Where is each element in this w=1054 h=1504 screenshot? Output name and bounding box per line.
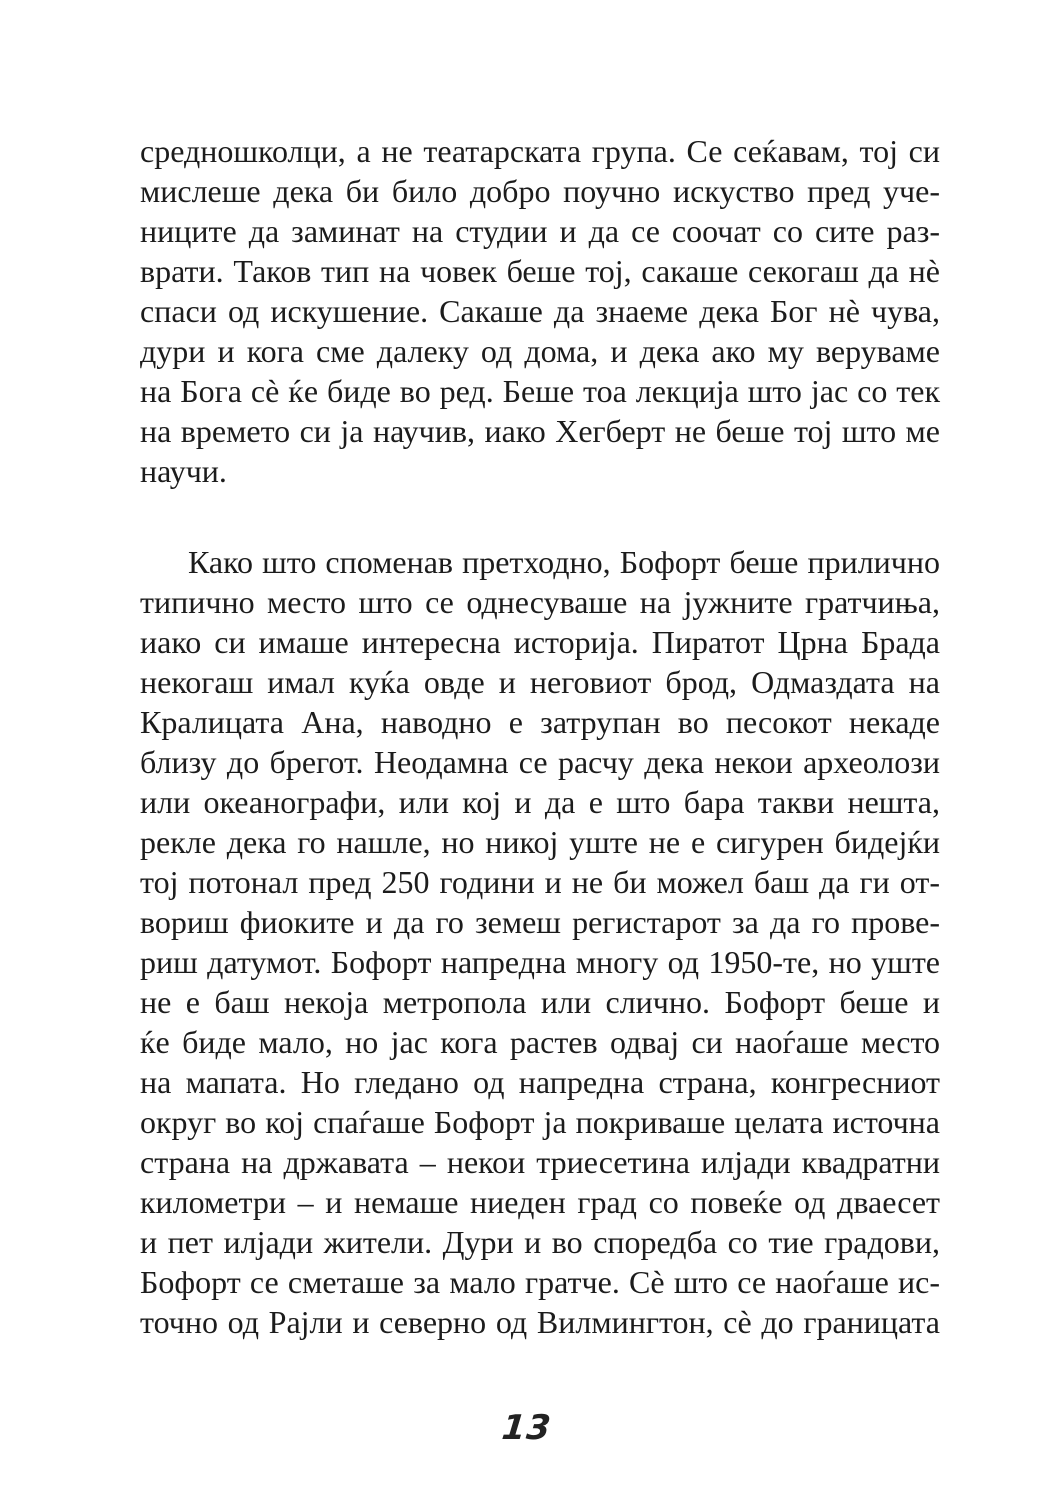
- text-line: на мапата. Но гледано од напредна страна, конгресниот: [140, 1064, 940, 1100]
- text-line: километри – и немаше ниеден град со повеќе од дваесет: [140, 1184, 940, 1220]
- text-line: научи.: [140, 453, 227, 489]
- text-line: на времето си ја научив, иако Хегберт не беше тој што ме: [140, 413, 940, 449]
- text-line: врати. Таков тип на човек беше тој, сакаше секогаш да нѐ: [140, 253, 940, 289]
- text-line: точно од Рајли и северно од Вилмингтон, сѐ до границата: [140, 1304, 940, 1340]
- paragraph-beaufort: [140, 542, 940, 1342]
- text-line: рекле дека го нашле, но никој уште не е сигурен бидејќи: [140, 824, 940, 860]
- book-page-text-block: [140, 131, 940, 1342]
- text-line: или океанографи, или кој и да е што бара такви нешта,: [140, 784, 940, 820]
- text-line: тој потонал пред 250 години и не би можел баш да ги от-: [140, 864, 940, 900]
- text-line: средношколци, а не театарската група. Се сеќавам, тој си: [140, 133, 940, 169]
- text-line: не е баш некоја метропола или слично. Бофорт беше и: [140, 984, 940, 1020]
- text-line: риш датумот. Бофорт напредна многу од 1950-те, но уште: [140, 944, 940, 980]
- text-line: иако си имаше интересна историја. Пиратот Црна Брада: [140, 624, 940, 660]
- text-line: близу до брегот. Неодамна се расчу дека некои археолози: [140, 744, 940, 780]
- text-line: вориш фиоките и да го земеш регистарот за да го прове-: [140, 904, 940, 940]
- page-footer: [0, 1408, 1054, 1448]
- text-line: ниците да заминат на студии и да се соочат со сите раз-: [140, 213, 940, 249]
- text-line: дури и кога сме далеку од дома, и дека ако му веруваме: [140, 333, 940, 369]
- text-line: ќе биде мало, но јас кога растев одвај си наоѓаше место: [140, 1024, 940, 1060]
- page-number: 13: [500, 1408, 554, 1448]
- paragraph-continuation: [140, 131, 940, 491]
- text-line: Како што споменав претходно, Бофорт беше прилично: [188, 544, 940, 580]
- text-line: страна на државата – некои триесетина илјади квадратни: [140, 1144, 940, 1180]
- text-line: мислеше дека би било добро поучно искуство пред уче-: [140, 173, 940, 209]
- text-line: и пет илјади жители. Дури и во споредба со тие градови,: [140, 1224, 940, 1260]
- text-line: спаси од искушение. Сакаше да знаеме дека Бог нѐ чува,: [140, 293, 940, 329]
- text-line: на Бога сѐ ќе биде во ред. Беше тоа лекција што јас со тек: [140, 373, 940, 409]
- text-line: некогаш имал куќа овде и неговиот брод, Одмаздата на: [140, 664, 940, 700]
- text-line: Бофорт се сметаше за мало гратче. Сѐ што се наоѓаше ис-: [140, 1264, 940, 1300]
- text-line: округ во кој спаѓаше Бофорт ја покриваше целата источна: [140, 1104, 940, 1140]
- text-line: Кралицата Ана, наводно е затрупан во песокот некаде: [140, 704, 940, 740]
- text-line: типично место што се однесуваше на јужните гратчиња,: [140, 584, 940, 620]
